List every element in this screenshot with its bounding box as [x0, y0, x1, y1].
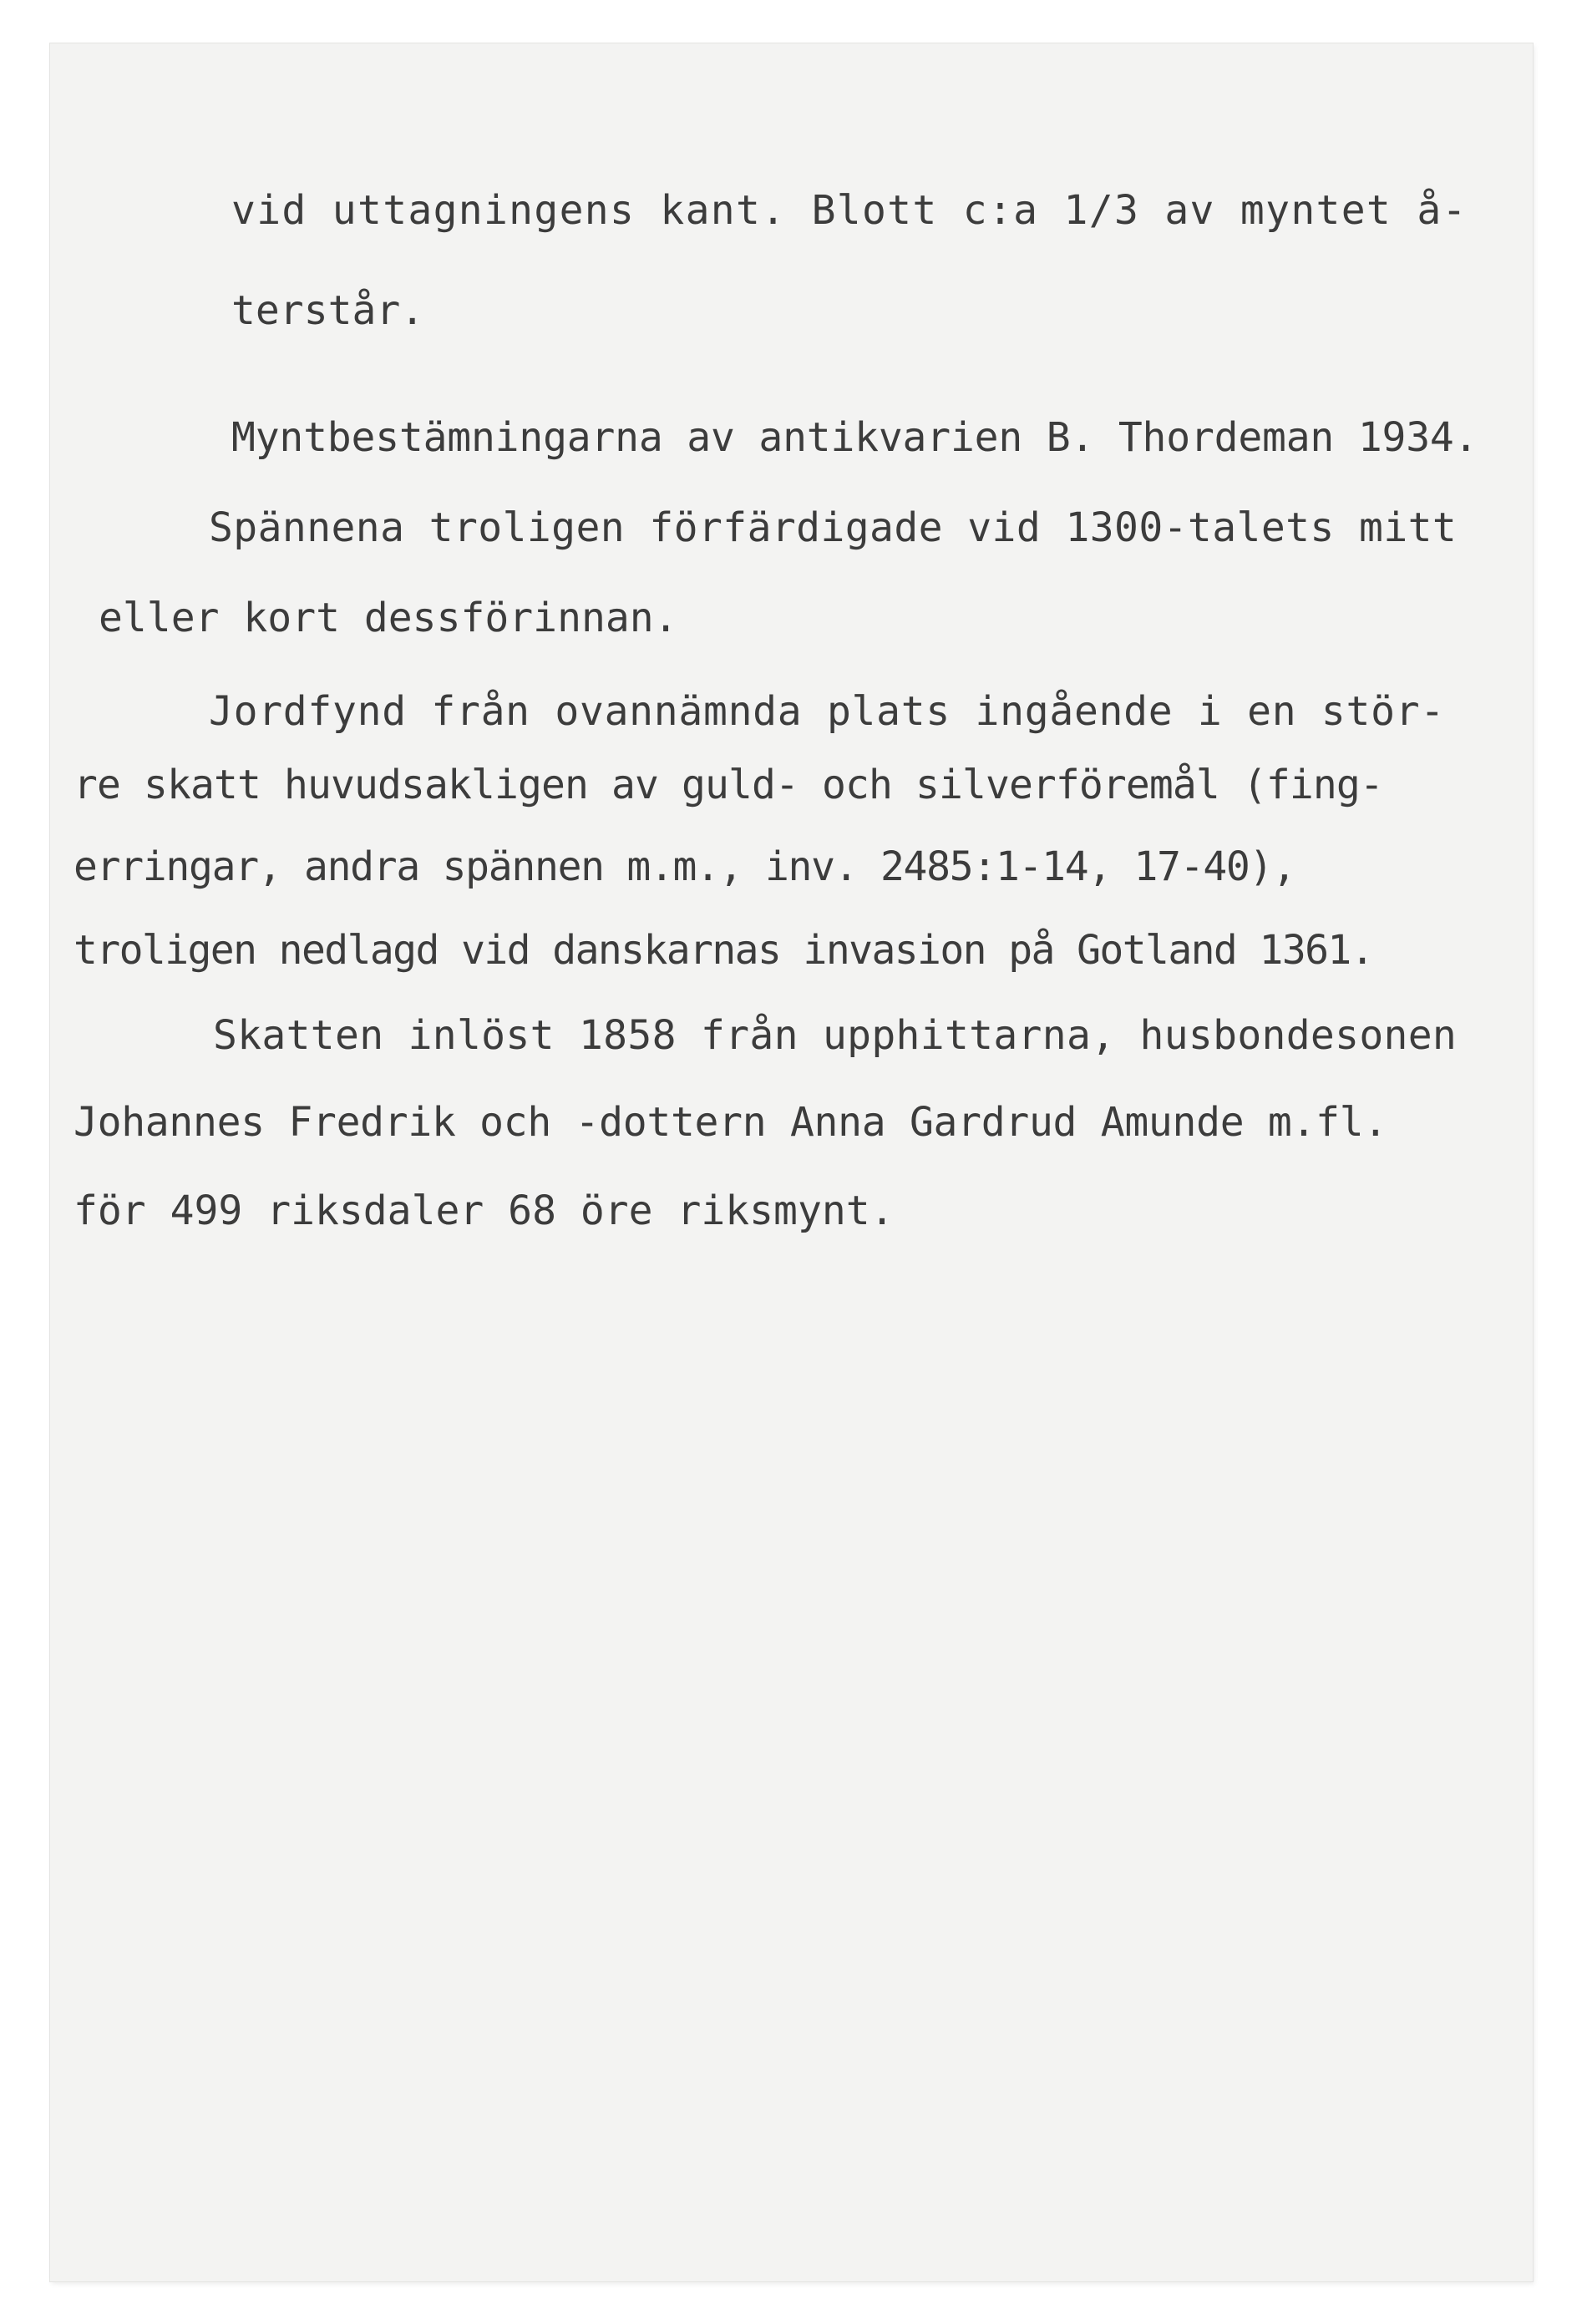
text-line: Myntbestämningarna av antikvarien B. Thordeman 1934.	[231, 414, 1478, 461]
text-line: vid uttagningens kant. Blott c:a 1/3 av myntet å-	[231, 187, 1468, 234]
text-line: re skatt huvudsakligen av guld- och silverföremål (fing-	[74, 762, 1383, 808]
text-line: terstår.	[231, 287, 425, 334]
text-line: troligen nedlagd vid danskarnas invasion på Gotland 1361.	[74, 927, 1374, 974]
document-page	[50, 43, 1533, 2281]
text-line: eller kort dessförinnan.	[99, 595, 678, 641]
text-line: Spännena troligen förfärdigade vid 1300-talets mitt	[209, 504, 1458, 551]
text-line: Jordfynd från ovannämnda plats ingående i en stör-	[209, 688, 1445, 735]
text-line: erringar, andra spännen m.m., inv. 2485:1-14, 17-40),	[74, 843, 1295, 890]
text-line: för 499 riksdaler 68 öre riksmynt.	[74, 1187, 895, 1234]
text-line: Johannes Fredrik och -dottern Anna Gardrud Amunde m.fl.	[74, 1099, 1387, 1146]
text-line: Skatten inlöst 1858 från upphittarna, husbondesonen	[213, 1012, 1458, 1059]
